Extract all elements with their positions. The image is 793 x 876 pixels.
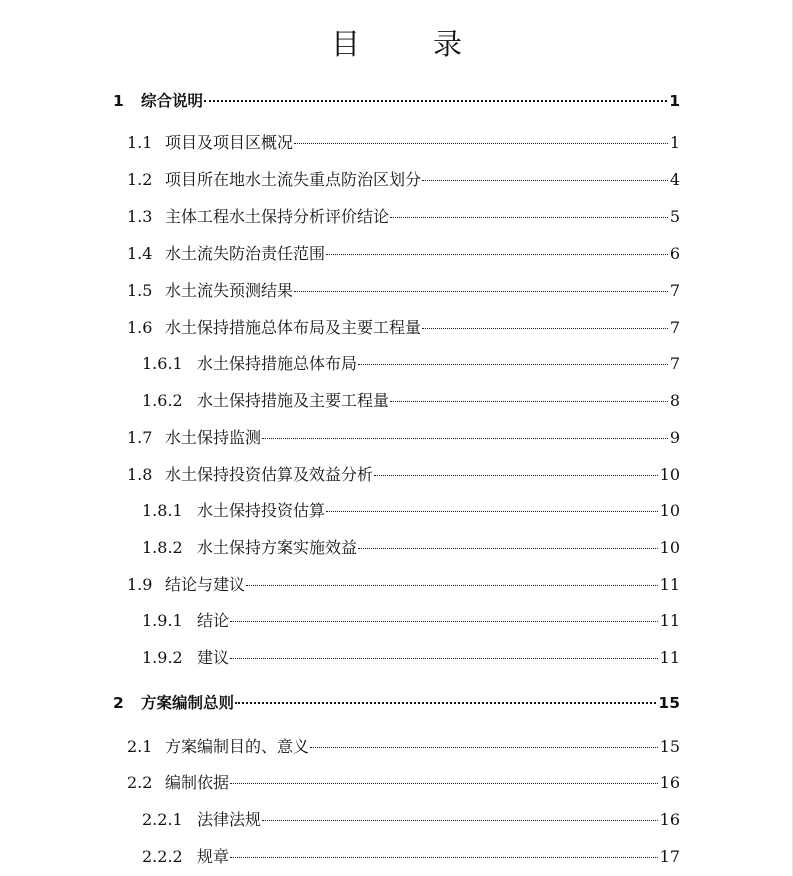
toc-entry-number: 2.2 [127, 773, 153, 792]
dot-leader [230, 601, 658, 622]
dot-leader [262, 800, 658, 821]
toc-entry-page-number: 5 [669, 207, 680, 226]
toc-entry[interactable] [127, 731, 680, 757]
toc-entry-label: 水土保持投资估算 [197, 501, 326, 520]
toc-entry-label: 方案编制目的、意义 [165, 737, 310, 756]
toc-entry-number: 1.9.1 [142, 611, 183, 630]
toc-entry-number: 1.7 [127, 428, 153, 447]
toc-entry-page-number: 11 [659, 575, 680, 594]
toc-entry-label: 水土保持措施总体布局及主要工程量 [165, 318, 422, 337]
toc-entry-page-number: 7 [669, 318, 680, 337]
dot-leader [390, 197, 668, 218]
toc-entry[interactable] [142, 348, 680, 374]
toc-entry-label: 编制依据 [165, 773, 230, 792]
dot-leader [422, 160, 668, 181]
toc-entry-label: 规章 [197, 847, 230, 866]
dot-leader [230, 837, 658, 858]
dot-leader [246, 565, 658, 586]
toc-entry-page-number: 10 [659, 501, 680, 520]
toc-entry-number: 2 [113, 694, 124, 712]
toc-entry-label: 结论与建议 [165, 575, 246, 594]
dot-leader [204, 80, 667, 102]
toc-entry-label: 水土流失防治责任范围 [165, 244, 326, 263]
toc-entry-page-number: 8 [669, 391, 680, 410]
toc-entry-label: 法律法规 [197, 810, 262, 829]
toc-entry-label: 水土保持措施及主要工程量 [197, 391, 390, 410]
toc-entry-number: 1.6.2 [142, 391, 183, 410]
toc-entry-label: 项目及项目区概况 [165, 133, 294, 152]
toc-entry-number: 2.2.1 [142, 810, 183, 829]
dot-leader [326, 491, 658, 512]
toc-entry-number: 1.8.1 [142, 501, 183, 520]
dot-leader [358, 528, 658, 549]
toc-entry[interactable] [127, 238, 680, 264]
toc-entry-label: 综合说明 [141, 92, 204, 110]
toc-entry-label: 建议 [197, 648, 230, 667]
toc-entry-label: 项目所在地水土流失重点防治区划分 [165, 170, 422, 189]
dot-leader [374, 455, 658, 476]
toc-entry[interactable] [113, 84, 680, 111]
toc-entry[interactable] [142, 804, 680, 830]
toc-entry-label: 水土流失预测结果 [165, 281, 294, 300]
toc-entry-label: 水土保持措施总体布局 [197, 354, 358, 373]
toc-entry[interactable] [127, 312, 680, 338]
dot-leader [310, 727, 658, 748]
toc-entry-page-number: 15 [659, 737, 680, 756]
toc-entry-label: 水土保持方案实施效益 [197, 538, 358, 557]
toc-entry[interactable] [142, 495, 680, 521]
toc-entry-page-number: 1 [669, 92, 680, 110]
toc-entry-label: 主体工程水土保持分析评价结论 [165, 207, 390, 226]
toc-entry-page-number: 7 [669, 354, 680, 373]
toc-entry-label: 方案编制总则 [141, 694, 235, 712]
dot-leader [294, 271, 668, 292]
dot-leader [358, 344, 668, 365]
toc-entry-number: 1.9 [127, 575, 153, 594]
toc-entry-page-number: 6 [669, 244, 680, 263]
toc-title: 目 录 [330, 27, 484, 61]
toc-entry-number: 1.8 [127, 465, 153, 484]
toc-entry[interactable] [142, 642, 680, 668]
dot-leader [390, 381, 668, 402]
toc-entry-number: 1.6.1 [142, 354, 183, 373]
toc-entry-number: 1.5 [127, 281, 153, 300]
toc-entry[interactable] [127, 422, 680, 448]
toc-entry-number: 2.1 [127, 737, 153, 756]
toc-entry[interactable] [127, 127, 680, 153]
toc-entry-page-number: 10 [659, 538, 680, 557]
toc-entry[interactable] [142, 841, 680, 867]
toc-entry-page-number: 10 [659, 465, 680, 484]
dot-leader [235, 682, 656, 704]
toc-entry-page-number: 11 [659, 648, 680, 667]
toc-entry-page-number: 17 [659, 847, 680, 866]
toc-entry-page-number: 11 [659, 611, 680, 630]
dot-leader [294, 123, 668, 144]
toc-entry-page-number: 16 [659, 810, 680, 829]
toc-entry[interactable] [127, 767, 680, 793]
toc-entry-number: 1.1 [127, 133, 153, 152]
toc-entry[interactable] [127, 201, 680, 227]
toc-entry[interactable] [127, 164, 680, 190]
toc-entry-number: 1.3 [127, 207, 153, 226]
toc-entry[interactable] [113, 686, 680, 713]
toc-entry-page-number: 4 [669, 170, 680, 189]
toc-entry-number: 1.9.2 [142, 648, 183, 667]
toc-entry-page-number: 9 [669, 428, 680, 447]
toc-entry[interactable] [142, 605, 680, 631]
toc-entry[interactable] [127, 459, 680, 485]
toc-entry[interactable] [127, 275, 680, 301]
toc-entry-number: 1.6 [127, 318, 153, 337]
toc-entry-page-number: 15 [658, 694, 680, 712]
toc-entry-page-number: 7 [669, 281, 680, 300]
dot-leader [326, 234, 668, 255]
toc-entry-number: 2.2.2 [142, 847, 183, 866]
toc-entry-label: 水土保持监测 [165, 428, 262, 447]
toc-entry-page-number: 16 [659, 773, 680, 792]
dot-leader [422, 308, 668, 329]
toc-entry[interactable] [142, 385, 680, 411]
toc-entry-number: 1.2 [127, 170, 153, 189]
toc-entry-number: 1.8.2 [142, 538, 183, 557]
dot-leader [230, 763, 658, 784]
toc-entry[interactable] [142, 532, 680, 558]
dot-leader [262, 418, 668, 439]
toc-entry-label: 结论 [197, 611, 230, 630]
dot-leader [230, 638, 658, 659]
toc-entry-number: 1.4 [127, 244, 153, 263]
toc-entry-label: 水土保持投资估算及效益分析 [165, 465, 374, 484]
toc-entry-page-number: 1 [669, 133, 680, 152]
toc-entry-number: 1 [113, 92, 124, 110]
toc-entry[interactable] [127, 569, 680, 595]
